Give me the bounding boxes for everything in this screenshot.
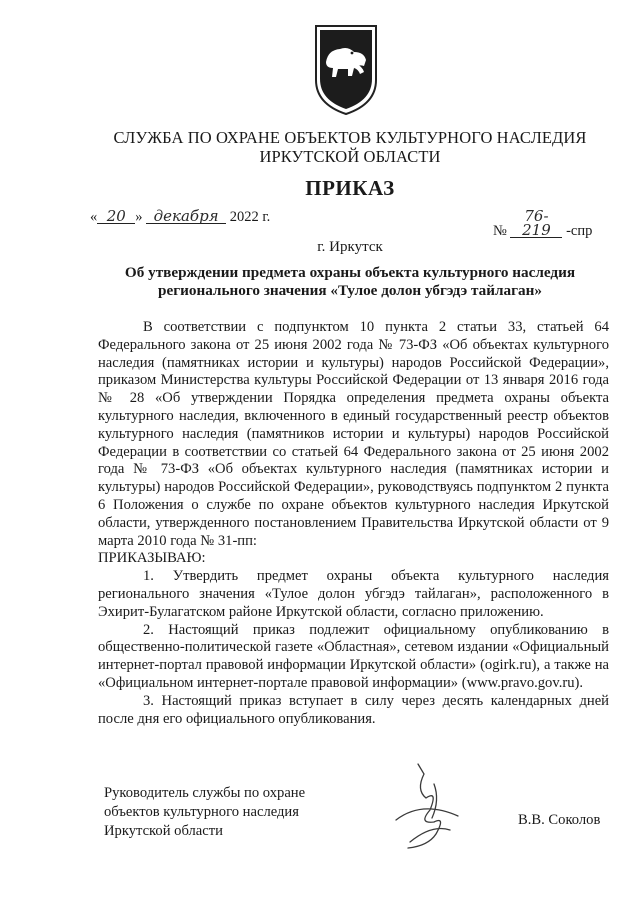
preamble-paragraph: В соответствии с подпунктом 10 пункта 2 статьи 33, статьей 64 Федерального закона от 25 июня 2002 года № 73-ФЗ «Об объектах культурного наследия (памятниках истории и культуры) народов Российской Федерации», приказом Министерства культуры Российской Федерации от 13 января 2016 года № 28 «Об утверждении Порядка определения предмета охраны объекта культурного наследия, включенного в единый государственный реестр объектов культурного наследия (памятников истории и культуры) народов Российской Федерации в соответствии со статьей 64 Федерального закона от 25 июня 2002 года № 73-ФЗ «Об объектах культурного наследия (памятниках истории и культуры) народов Российской Федерации», руководствуясь подпунктом 2 пункта 6 Положения о службе по охране объектов культурного наследия Иркутской области, утвержденного постановлением Правительства Иркутской области от 9 марта 2010 года № 31-пп: — [98, 319, 609, 549]
org-line-2: ИРКУТСКОЙ ОБЛАСТИ — [259, 147, 441, 166]
position-line-2: объектов культурного наследия — [104, 804, 299, 820]
order-subject — [100, 264, 600, 300]
document-type: ПРИКАЗ — [305, 176, 395, 200]
date-day: 20 — [97, 209, 135, 224]
order-item: 1. Утвердить предмет охраны объекта культурного наследия регионального значения «Тулое долон убгэдэ тайлаган», расположенного в Эхирит-Булагатском районе Иркутской области, согласно приложению. — [98, 568, 609, 620]
city: г. Иркутск — [317, 239, 383, 255]
date-close-quote: » — [135, 209, 143, 225]
subject-line-2: регионального значения «Тулое долон убгэдэ тайлаган» — [158, 282, 542, 299]
order-word: ПРИКАЗЫВАЮ: — [98, 550, 206, 567]
signatory-name: В.В. Соколов — [518, 812, 601, 828]
position-line-1: Руководитель службы по охране — [104, 785, 306, 801]
order-number — [493, 209, 592, 240]
subject-line-1: Об утверждении предмета охраны объекта культурного наследия — [124, 264, 576, 281]
number-suffix: -спр — [566, 223, 593, 239]
handwritten-signature-icon — [388, 760, 470, 852]
org-line-1: СЛУЖБА ПО ОХРАНЕ ОБЪЕКТОВ КУЛЬТУРНОГО НАСЛЕДИЯ — [113, 128, 587, 147]
order-item: 2. Настоящий приказ подлежит официальному опубликованию в общественно-политической газете «Областная», сетевом издании «Официальный интернет-портал правовой информации Иркутской области» (ogirk.ru), а также на «Официальном интернет-портале правовой информации» (www.pravo.gov.ru). — [98, 621, 609, 691]
number-value: 76-219 — [510, 209, 562, 238]
coat-of-arms-icon — [312, 22, 380, 116]
date-month: декабря — [146, 209, 226, 224]
date-year: 2022 г. — [229, 209, 271, 225]
order-item: 3. Настоящий приказ вступает в силу через десять календарных дней после дня его официального опубликования. — [98, 692, 609, 727]
signatory-position — [104, 784, 305, 841]
organization-name — [60, 128, 640, 166]
order-date — [90, 209, 270, 226]
date-open-quote: « — [90, 209, 98, 225]
order-body — [98, 319, 609, 728]
number-prefix: № — [493, 223, 507, 239]
position-line-3: Иркутской области — [104, 823, 223, 839]
